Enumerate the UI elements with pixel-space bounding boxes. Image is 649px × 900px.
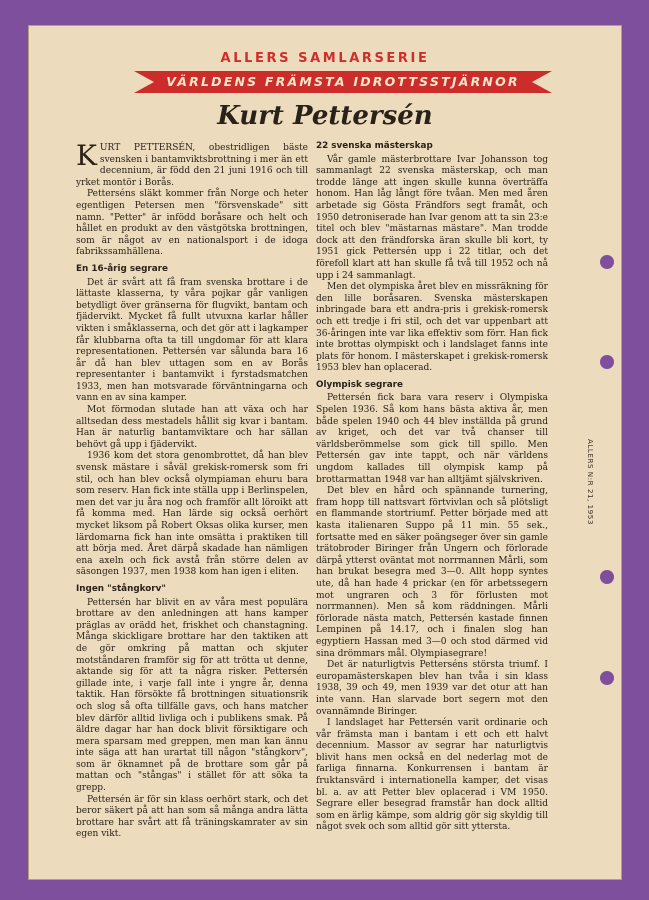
drop-cap: K bbox=[76, 139, 97, 172]
article-column-left bbox=[76, 139, 308, 841]
issue-label: ALLERS N:R 21, 1953 bbox=[586, 439, 595, 525]
banner-tail-right bbox=[532, 71, 552, 93]
paragraph: Men det olympiska året blev en missräkning för den lille boråsaren. Svenska mästerskapen inbringade bara ett andra-pris i grekisk-romersk och ett tredje i fri stil, och det var uppenbart att 36-åringen inte var lika effektiv som förr. Han fick inte brottas olympiskt och i landslaget fanns inte plats för honom. I mästerskapet i grekisk-romersk 1953 blev han oplacerad. bbox=[316, 282, 548, 374]
section-heading: 22 svenska mästerskap bbox=[316, 141, 433, 151]
intro-paragraph: KURT PETTERSÉN, obestridligen bäste svensken i bantamviktsbrottning i mer än ett decennium, är född den 21 juni 1916 och till yrket montör i Borås. bbox=[76, 139, 308, 188]
paragraph: Pettersén fick bara vara reserv i Olympiska Spelen 1936. Så kom hans bästa aktiva år, men både spelen 1940 och 44 blev inställda på grund av kriget, och det var två chanser till världsberömmelse som gick till spillo. Men Pettersén gav inte tappt, och när världens ungdom kallades till olympisk kamp på brottarmattan 1948 var han alltjämt självskriven. bbox=[316, 393, 548, 485]
banner-text: VÄRLDENS FRÄMSTA IDROTTSSTJÄRNOR bbox=[166, 74, 520, 89]
section-heading: Ingen "stångkorv" bbox=[76, 583, 166, 594]
series-name: ALLERS SAMLARSERIE bbox=[220, 51, 430, 66]
article-card bbox=[28, 25, 622, 880]
paragraph: Det är naturligtvis Petterséns största triumf. I europamästerskapen blev han tvåa i sin klass 1938, 39 och 49, men 1939 var det otur att han inte vann. Han slarvade bort segern mot den ovannämnde Biringer. bbox=[316, 660, 548, 717]
punch-hole bbox=[600, 255, 614, 269]
punch-hole bbox=[600, 671, 614, 685]
paragraph: Mot förmodan slutade han att växa och har alltsedan dess mestadels hållit sig kvar i bantam. Han är naturlig bantamviktare och har sällan behövt gå upp i fjädervikt. bbox=[76, 405, 308, 450]
paragraph: Vår gamle mästerbrottare Ivar Johansson tog sammanlagt 22 svenska mästerskap, och man trodde länge att ingen skulle kunna överträffa honom. Han låg långt före tvåan. Men med åren arbetade sig Gösta Frändfors segt framåt, och 1950 detroniserade han Ivar genom att ta sin 23:e titel och blev "mästarnas mästare". Man trodde dock att den frändforska äran skulle bli kort, ty 1951 gick Pettersén upp i 22 titlar, och det förefoll klart att han skulle få två till 1952 och nå upp i 24 sammanlagt. bbox=[316, 154, 548, 281]
paragraph: Petterséns släkt kommer från Norge och heter egentligen Petersen men "försvenskade" sitt namn. "Petter" är infödd boråsare och helt och hållet en produkt av den västgötska brottningen, som är något av en nationalsport i de idoga fabrikssamhällena. bbox=[76, 189, 308, 258]
paragraph: Det är svårt att få fram svenska brottare i de lättaste klasserna, ty våra pojkar går vanligen betydligt över gränserna för flugvikt, bantam och fjädervikt. Mycket få fullt utvuxna karlar håller vikten i småklasserna, och det gör att i lagkamper får klubbarna ofta ta till ungdomar för att klara representationen. Pettersén var sålunda bara 16 år då han blev uttagen som en av Borås representanter i bantamvikt i fyrstadsmatchen 1933, men han motsvarade förväntningarna och vann en av sina kamper. bbox=[76, 277, 308, 404]
paragraph: I landslaget har Pettersén varit ordinarie och vår främsta man i bantam i ett och ett halvt decennium. Massor av segrar har naturligtvis blivit hans men också en del nederlag mot de farliga finnarna. Konkurrensen i bantam är fruktansvärd i internationella kamper, det visas bl. a. av att Petter blev oplacerad i VM 1950. Segrare eller besegrad framstår han dock alltid som en ärlig kämpe, som aldrig gör sig skyldig till något svek och som alltid gör sitt yttersta. bbox=[316, 718, 548, 833]
punch-hole bbox=[600, 355, 614, 369]
banner-tail-left bbox=[134, 71, 154, 93]
paragraph: Pettersén har blivit en av våra mest populära brottare av den anledningen att hans kamper präglas av orädd het, friskhet och chanstagning. Många skickligare brottare har den taktiken att de gör omkring på mattan och skjuter motståndaren framför sig för att trötta ut denne, aktande sig för att ta några risker. Pettersén gillade inte, i varje fall inte i yngre år, denna taktik. Han försökte få brottningen situationsrik och slog så ofta tillfälle gavs, och hans matcher blev därför alltid livliga och i publikens smak. På äldre dagar har han dock blivit försiktigare och mera sparsam med greppen, men man kan ännu inte säga att han urartat till någon "stångkorv", som är öknamnet på de brottare som går på mattan och "stångas" i stället för att söka ta grepp. bbox=[76, 597, 308, 794]
section-heading: En 16-årig segrare bbox=[76, 263, 168, 274]
paragraph: Det blev en hård och spännande turnering, fram hopp till nattsvart förtvivlan och så plötsligt en flammande stortriumf. Petter började med att kasta italienaren Suppo på 11 min. 55 sek., fortsatte med en säker poängseger över sin gamle trätobroder Biringer från Ungern och förlorade därpå ytterst oväntat mot norrmannen Mårli, som han brukat besegra med 3—0. Allt hopp syntes ute, då han hade 4 prickar (en för arbetssegern mot ungraren och 3 för förlusten mot norrmannen). Men så kom räddningen. Mårli förlorade nästa match, Pettersén kastade finnen Lempinen på 14.17, och i finalen slog han egyptiern Hassan med 3—0 och stod därmed vid sina drömmars mål. Olympiasegrare! bbox=[316, 486, 548, 659]
page-title: Kurt Pettersén bbox=[217, 101, 433, 131]
paragraph: Pettersén är för sin klass oerhört stark, och det beror säkert på att han som så många andra lätta brottare har svårt att få träningskamrater av sin egen vikt. bbox=[76, 794, 308, 840]
section-heading: Olympisk segrare bbox=[316, 379, 403, 390]
punch-hole bbox=[600, 570, 614, 584]
paragraph: 1936 kom det stora genombrottet, då han blev svensk mästare i såväl grekisk-romersk som fri stil, och han blev också olympiaman ehuru bara som reserv. Han fick inte ställa upp i Berlinspelen, men det var ju åra nog och framför allt löroikt att få komma med. Han lärde sig också oerhört mycket liksom på Robert Oksas olika kurser, men lärdomarna fick han inte omsätta i praktiken till att börja med. Året därpå skadade han nämligen ena axeln och fick avstå från större delen av säsongen 1937, men 1938 kom han igen i eliten. bbox=[76, 451, 308, 578]
article-column-right bbox=[316, 141, 548, 834]
